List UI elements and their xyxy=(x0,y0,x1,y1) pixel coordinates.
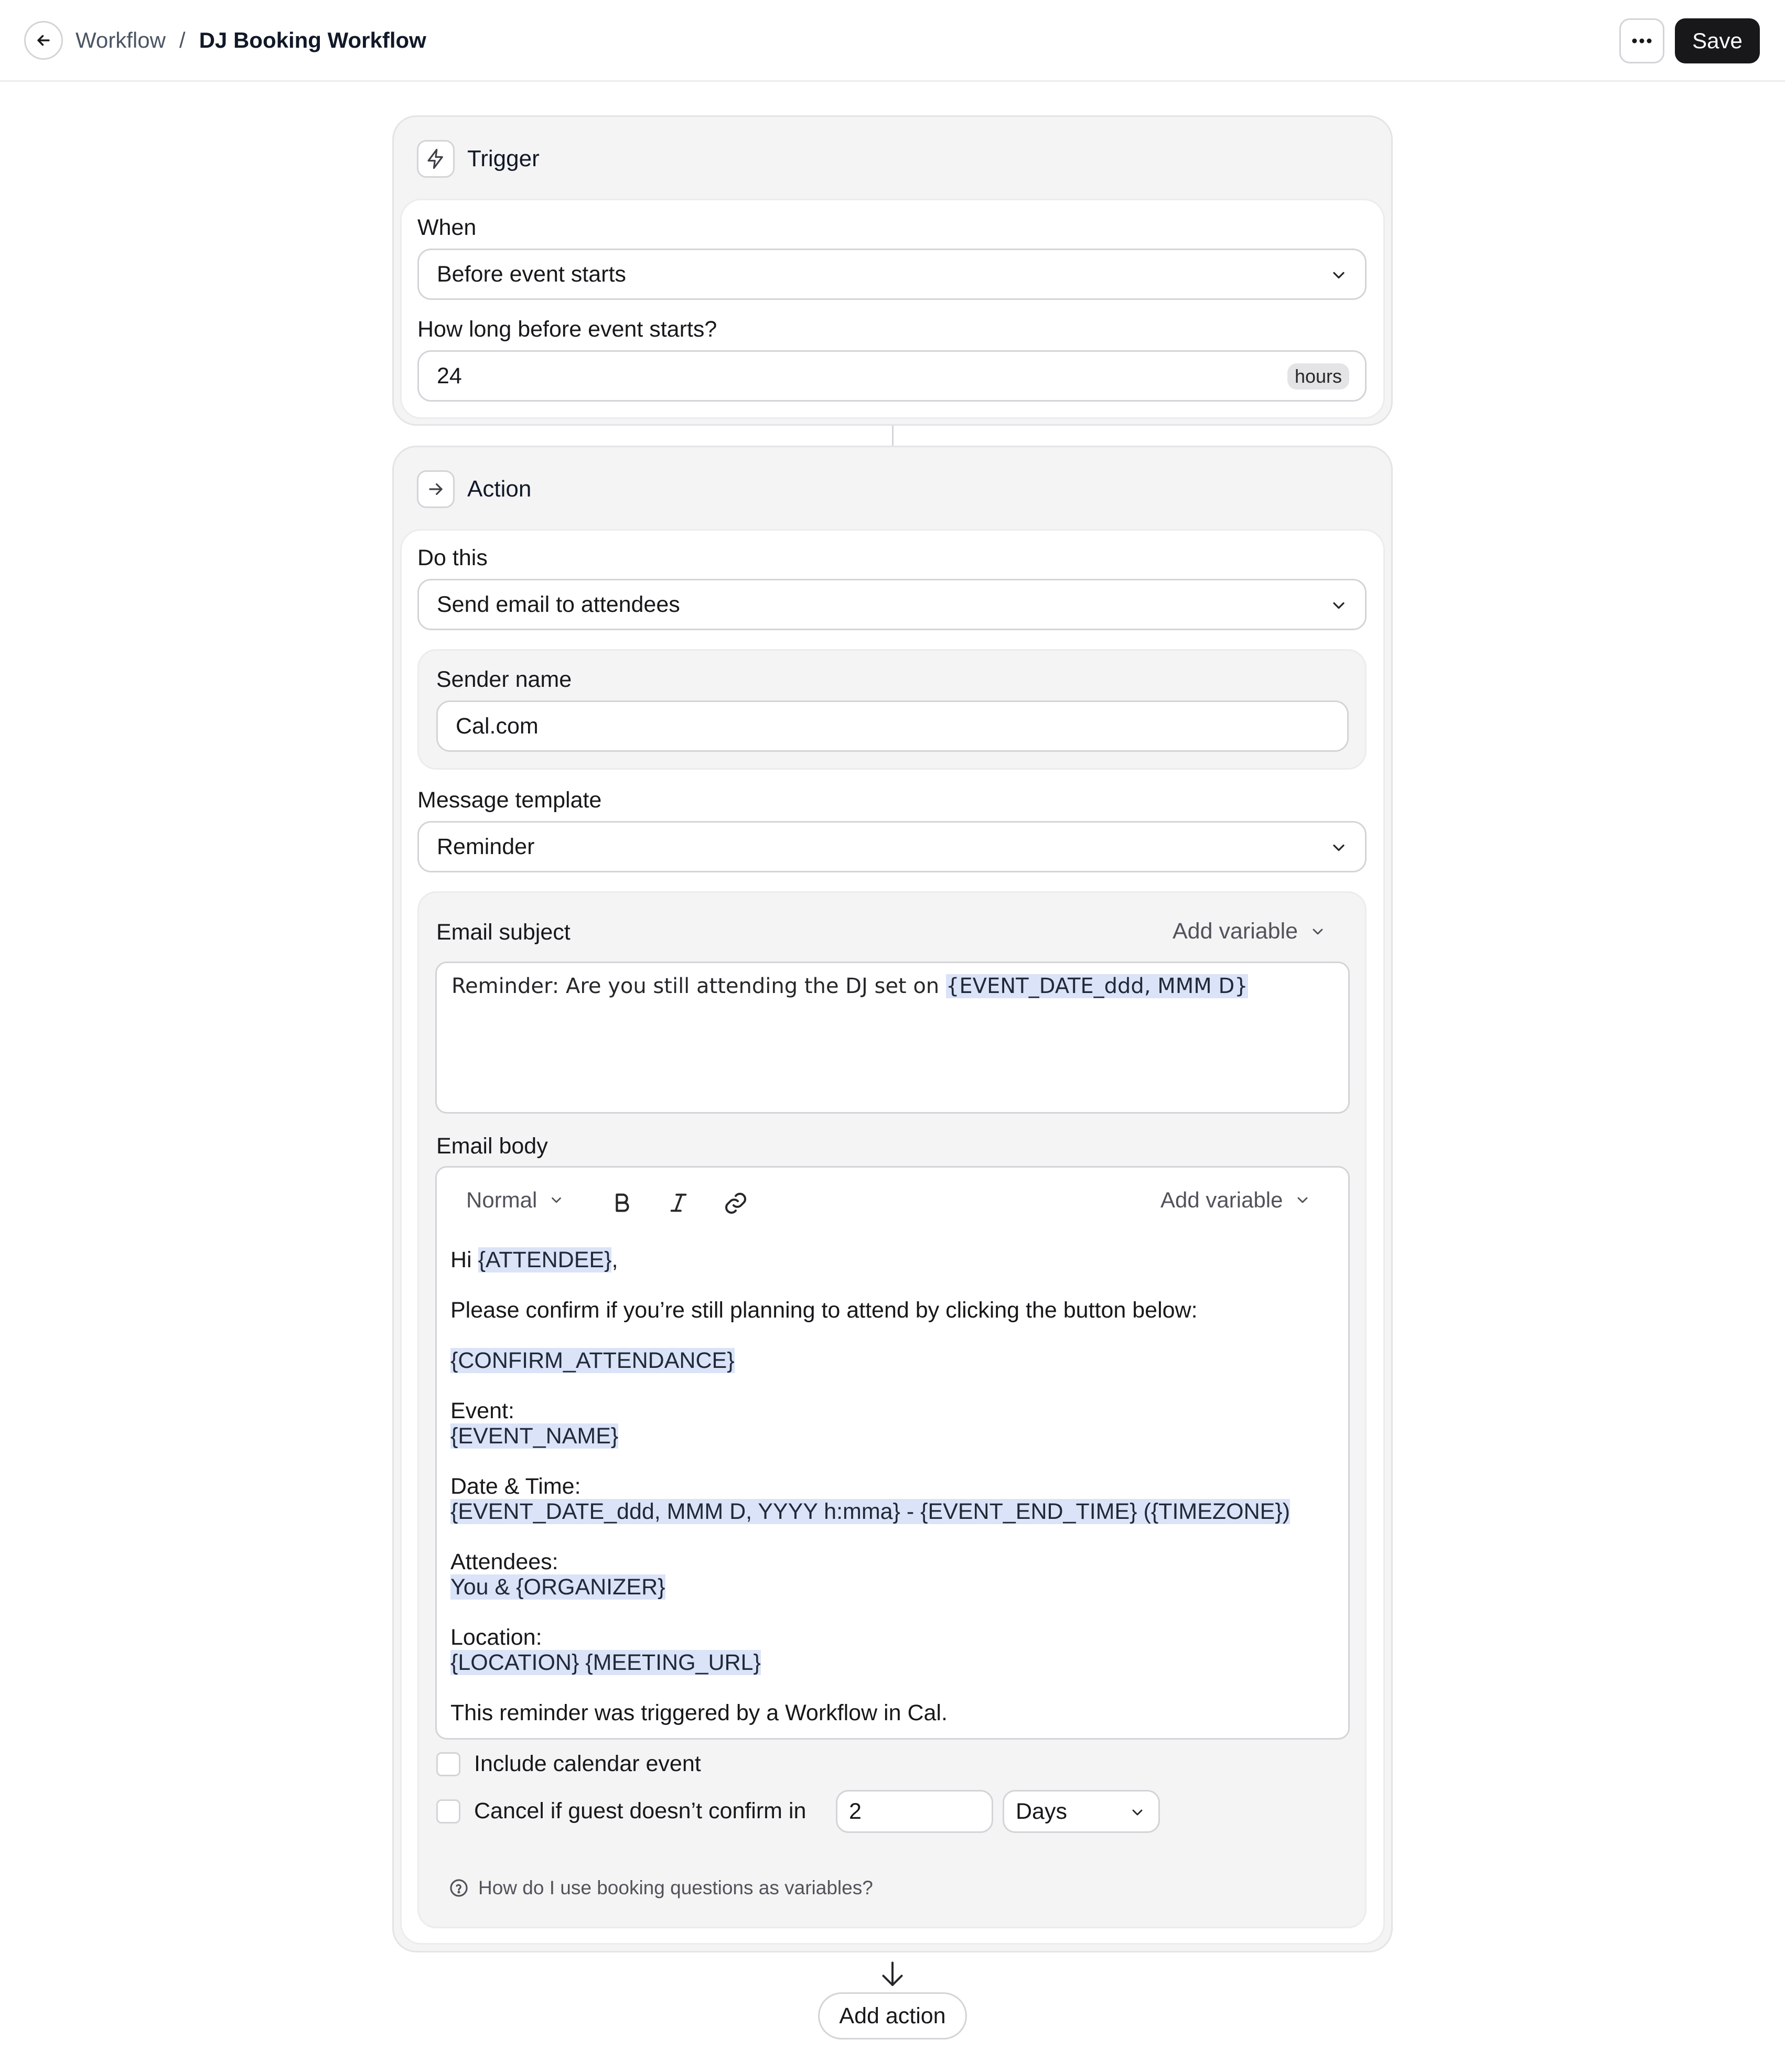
attendees-label: Attendees: xyxy=(450,1549,558,1574)
datetime-variable-line xyxy=(450,1499,1342,1524)
add-action-button[interactable]: Add action xyxy=(818,1992,967,2039)
cancel-unconfirmed-checkbox[interactable] xyxy=(436,1799,460,1823)
do-this-select-value: Send email to attendees xyxy=(437,591,680,617)
sender-name-label: Sender name xyxy=(436,667,572,692)
datetime-token: {EVENT_DATE_ddd, MMM D, YYYY h:mma} - {EVENT_END_TIME} ({TIMEZONE}) xyxy=(450,1499,1291,1524)
chevron-down-icon xyxy=(1329,596,1348,615)
include-calendar-checkbox[interactable] xyxy=(436,1752,460,1776)
text-style-label: Normal xyxy=(466,1188,537,1212)
cancel-unit-select[interactable] xyxy=(1003,1790,1160,1833)
greeting-suffix: , xyxy=(611,1247,618,1272)
cancel-amount-input[interactable] xyxy=(836,1790,993,1833)
body-add-variable-button[interactable] xyxy=(1160,1188,1311,1213)
ellipsis-icon xyxy=(1631,38,1652,44)
back-button[interactable] xyxy=(24,21,63,60)
page-title: DJ Booking Workflow xyxy=(199,28,426,52)
cancel-unit-value: Days xyxy=(1016,1798,1067,1824)
datetime-label: Date & Time: xyxy=(450,1474,581,1499)
location-token: {LOCATION} {MEETING_URL} xyxy=(450,1650,761,1675)
help-text: How do I use booking questions as variables? xyxy=(478,1877,873,1898)
event-name-token: {EVENT_NAME} xyxy=(450,1423,619,1449)
email-subject-label: Email subject xyxy=(436,920,571,945)
chevron-down-icon xyxy=(1294,1192,1311,1208)
attendee-variable-token: {ATTENDEE} xyxy=(478,1247,612,1272)
add-variable-label: Add variable xyxy=(1160,1188,1283,1212)
template-select[interactable] xyxy=(417,821,1367,872)
offset-input-value: 24 xyxy=(437,363,462,388)
sender-name-input[interactable] xyxy=(436,700,1349,752)
chevron-down-icon xyxy=(1129,1804,1146,1821)
event-label: Event: xyxy=(450,1398,514,1423)
confirm-variable-line xyxy=(450,1348,1342,1373)
link-icon[interactable] xyxy=(723,1191,748,1216)
subject-add-variable-button[interactable] xyxy=(1173,919,1326,944)
breadcrumb xyxy=(76,27,426,53)
sender-name-value: Cal.com xyxy=(456,713,539,739)
template-label: Message template xyxy=(417,787,602,813)
breadcrumb-separator: / xyxy=(179,28,186,52)
more-options-button[interactable] xyxy=(1619,18,1664,63)
question-circle-icon xyxy=(449,1878,469,1898)
location-variable-line xyxy=(450,1650,1342,1675)
top-header xyxy=(0,0,1785,82)
email-body-label: Email body xyxy=(436,1134,548,1159)
save-button[interactable]: Save xyxy=(1675,18,1760,63)
arrow-right-icon xyxy=(417,470,455,508)
footer-line: This reminder was triggered by a Workflow in Cal. xyxy=(450,1700,948,1725)
offset-input[interactable] xyxy=(417,350,1367,402)
bold-icon[interactable] xyxy=(610,1191,634,1215)
subject-text: Reminder: Are you still attending the DJ set on xyxy=(451,974,946,998)
text-style-dropdown[interactable] xyxy=(466,1188,564,1213)
location-label: Location: xyxy=(450,1625,542,1650)
hours-badge: hours xyxy=(1287,363,1349,390)
do-this-select[interactable] xyxy=(417,579,1367,630)
add-variable-label: Add variable xyxy=(1173,919,1298,944)
confirm-attendance-token: {CONFIRM_ATTENDANCE} xyxy=(450,1348,735,1373)
email-body-editor[interactable] xyxy=(435,1166,1350,1740)
trigger-title: Trigger xyxy=(467,146,540,171)
action-title: Action xyxy=(467,476,532,502)
italic-icon[interactable] xyxy=(666,1191,691,1215)
when-label: When xyxy=(417,215,477,240)
do-this-label: Do this xyxy=(417,545,488,570)
cancel-unconfirmed-label: Cancel if guest doesn’t confirm in xyxy=(474,1798,807,1823)
arrow-left-icon xyxy=(35,31,52,49)
breadcrumb-workflow-link[interactable]: Workflow xyxy=(76,28,166,52)
when-select-value: Before event starts xyxy=(437,261,626,287)
chevron-down-icon xyxy=(1309,923,1326,940)
trigger-action-connector xyxy=(892,426,894,446)
booking-questions-help-link[interactable] xyxy=(449,1877,873,1899)
lightning-icon xyxy=(417,140,455,178)
offset-label: How long before event starts? xyxy=(417,317,717,342)
when-select[interactable] xyxy=(417,249,1367,300)
chevron-down-icon xyxy=(549,1192,564,1208)
confirm-line: Please confirm if you’re still planning to attend by clicking the button below: xyxy=(450,1298,1198,1323)
event-variable-line xyxy=(450,1423,1342,1449)
email-subject-input[interactable] xyxy=(435,962,1350,1114)
organizer-token: You & {ORGANIZER} xyxy=(450,1574,665,1600)
chevron-down-icon xyxy=(1329,266,1348,285)
greeting-line xyxy=(450,1247,1342,1272)
chevron-down-icon xyxy=(1329,838,1348,857)
attendees-variable-line xyxy=(450,1574,1342,1600)
subject-variable-token: {EVENT_DATE_ddd, MMM D} xyxy=(945,974,1248,998)
arrow-down-icon xyxy=(877,1959,908,1990)
email-body-content[interactable] xyxy=(450,1247,1342,1725)
include-calendar-label: Include calendar event xyxy=(474,1751,701,1776)
greeting-prefix: Hi xyxy=(450,1247,478,1272)
editor-toolbar xyxy=(437,1168,1348,1231)
template-select-value: Reminder xyxy=(437,834,535,859)
cancel-amount-value: 2 xyxy=(849,1798,862,1824)
